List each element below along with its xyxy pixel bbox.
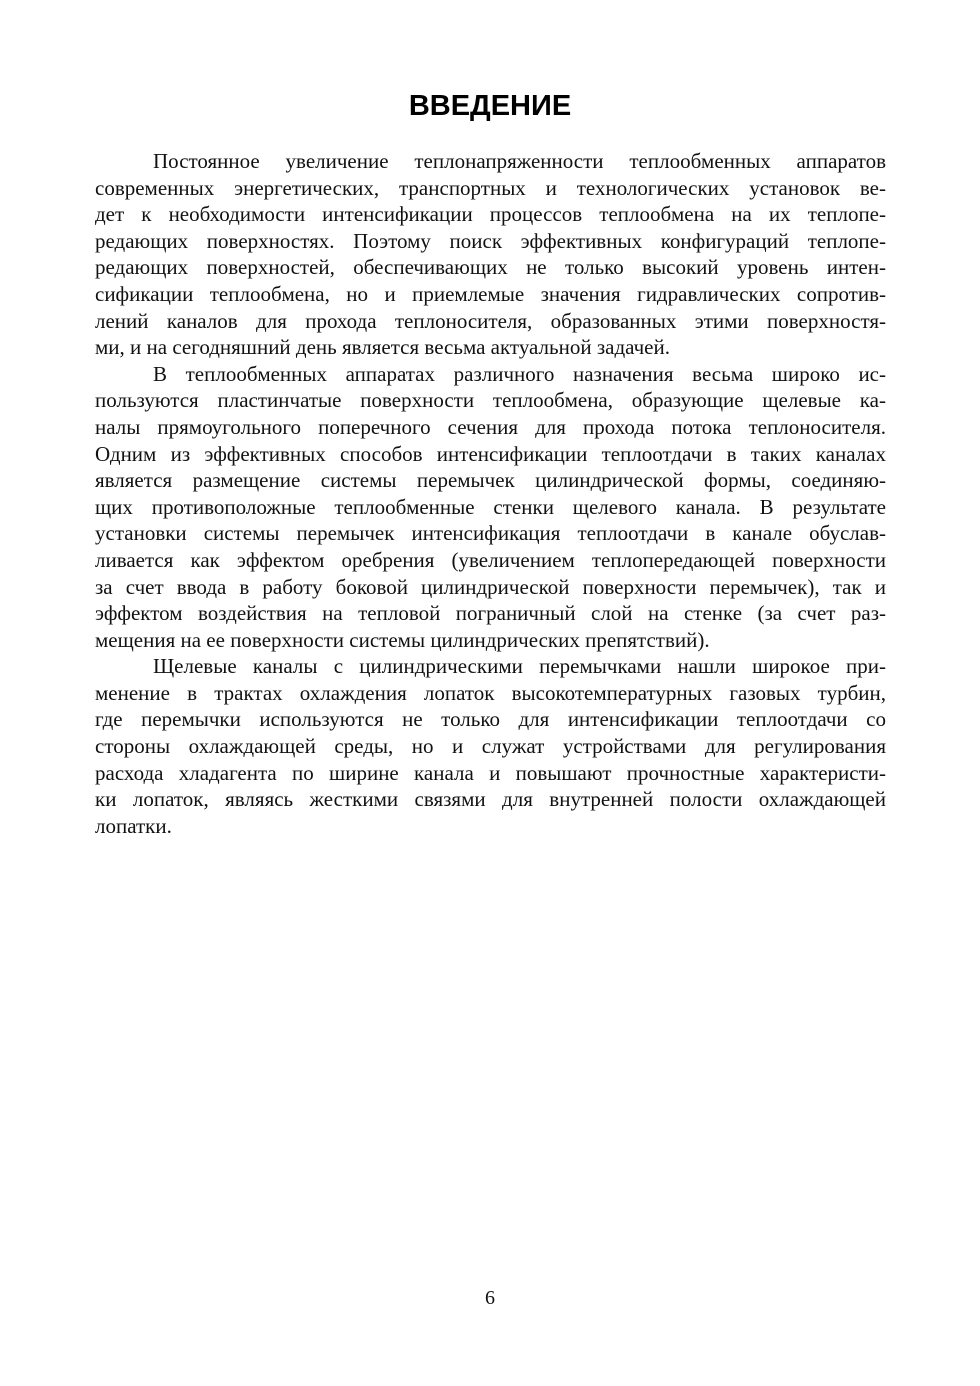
text-line: стороны охлаждающей среды, но и служат устройствами для регулирования: [95, 734, 886, 759]
text-line: пользуются пластинчатые поверхности теплообмена, образующие щелевые ка-: [95, 388, 886, 413]
page-number: 6: [485, 1287, 495, 1309]
text-line: мещения на ее поверхности системы цилиндрических препятствий).: [95, 627, 710, 652]
text-line: менение в трактах охлаждения лопаток высокотемпературных газовых турбин,: [95, 680, 886, 705]
text-line: Постоянное увеличение теплонапряженности теплообменных аппаратов: [153, 149, 886, 173]
text-line: где перемычки используются не только для интенсификации теплоотдачи со: [95, 707, 886, 732]
text-line: является размещение системы перемычек цилиндрической формы, соединяю-: [95, 468, 886, 493]
paragraph-3: [95, 653, 886, 839]
page-title: ВВЕДЕНИЕ: [408, 90, 572, 122]
text-line: редающих поверхностей, обеспечивающих не только высокий уровень интен-: [95, 255, 886, 280]
text-line: В теплообменных аппаратах различного назначения весьма широко ис-: [153, 361, 886, 386]
text-line: за счет ввода в работу боковой цилиндрической поверхности перемычек), так и: [95, 574, 886, 599]
paragraph-1: [95, 148, 886, 361]
text-line: Щелевые каналы с цилиндрическими перемычками нашли широкое при-: [153, 654, 886, 679]
paragraph-2: [95, 361, 886, 654]
text-line: щих противоположные теплообменные стенки щелевого канала. В результате: [95, 494, 886, 519]
text-line: ливается как эффектом оребрения (увеличением теплопередающей поверхности: [95, 547, 886, 572]
text-line: лопатки.: [95, 813, 172, 838]
text-line: установки системы перемычек интенсификация теплоотдачи в канале обуслав-: [95, 521, 886, 546]
text-line: расхода хладагента по ширине канала и повышают прочностные характеристи-: [95, 760, 886, 785]
text-line: налы прямоугольного поперечного сечения для прохода потока теплоносителя.: [95, 414, 886, 439]
text-line: ки лопаток, являясь жесткими связями для внутренней полости охлаждающей: [95, 787, 886, 812]
text-line: сификации теплообмена, но и приемлемые значения гидравлических сопротив-: [95, 281, 886, 306]
text-line: ми, и на сегодняшний день является весьма актуальной задачей.: [95, 335, 670, 360]
text-line: дет к необходимости интенсификации процессов теплообмена на их теплопе-: [95, 202, 886, 227]
text-line: лений каналов для прохода теплоносителя, образованных этими поверхностя-: [95, 308, 886, 333]
text-line: эффектом воздействия на тепловой пограничный слой на стенке (за счет раз-: [95, 601, 886, 626]
text-line: современных энергетических, транспортных и технологических установок ве-: [95, 175, 886, 200]
text-line: Одним из эффективных способов интенсификации теплоотдачи в таких каналах: [95, 441, 886, 466]
body-text: [95, 148, 886, 839]
text-line: редающих поверхностях. Поэтому поиск эффективных конфигураций теплопе-: [95, 228, 886, 253]
